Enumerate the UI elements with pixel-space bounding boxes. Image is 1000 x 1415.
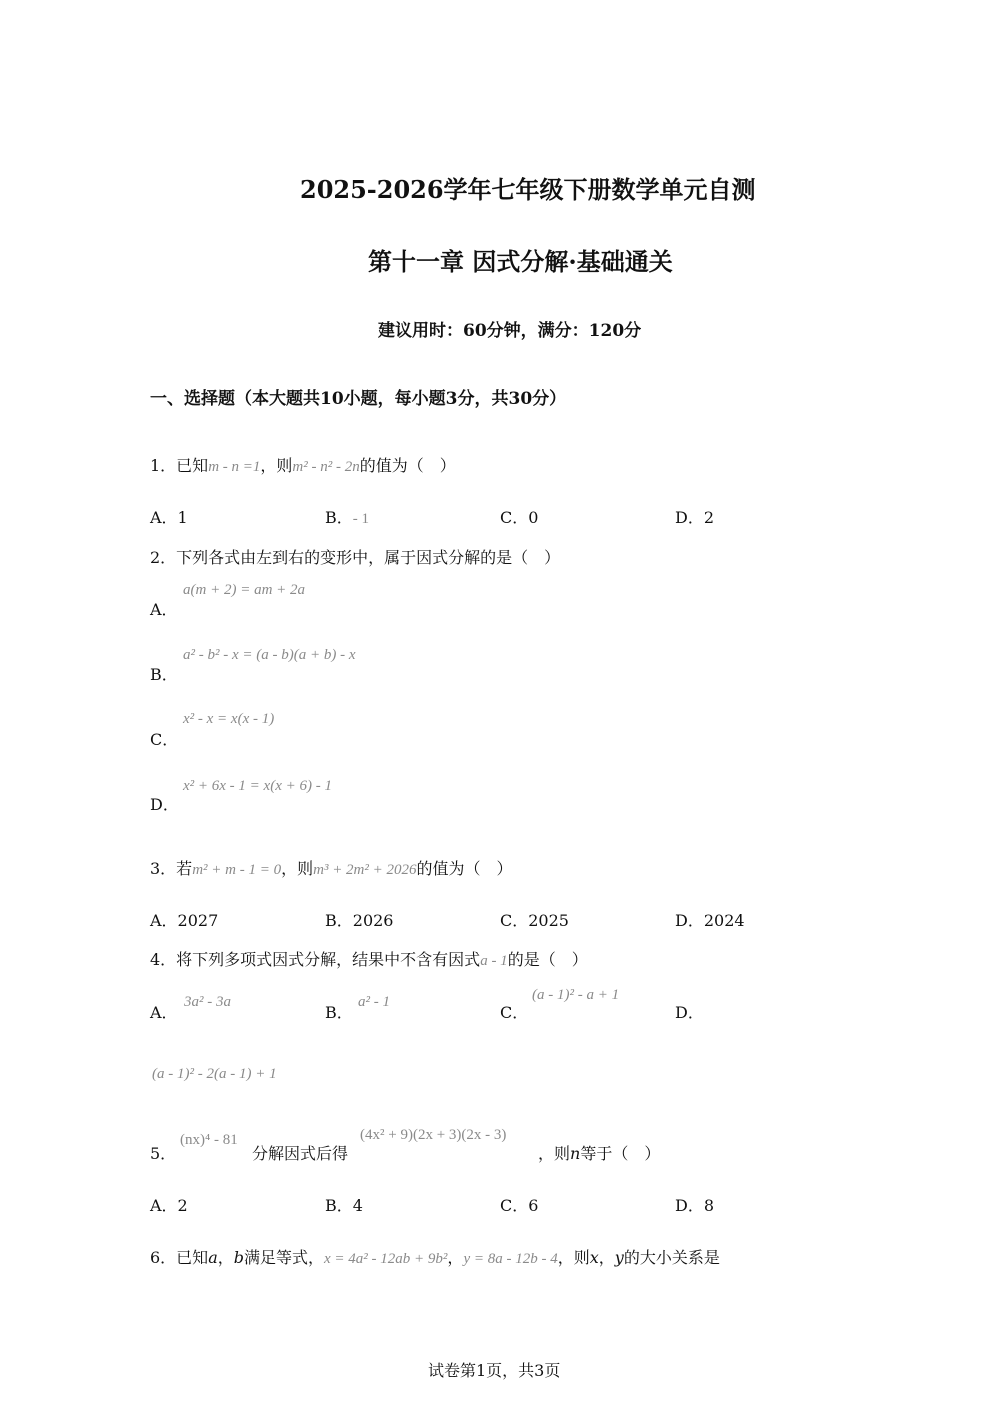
q6-var-y: y [614, 1248, 624, 1267]
q2-option-b-label: B． [150, 665, 178, 684]
q5-var-n: n [570, 1144, 581, 1163]
q5-option-c: C．6 [500, 1196, 539, 1215]
q1-option-d: D．2 [675, 508, 715, 527]
q2-option-b-expr: a² - b² - x = (a - b)(a + b) - x [183, 647, 356, 663]
question-3 [150, 856, 513, 879]
q1-option-a: A．1 [150, 508, 188, 527]
q6-var-b: b [233, 1248, 244, 1267]
q5-mid: 分解因式后得 [252, 1144, 349, 1163]
q1-prefix: 1．已知 [150, 456, 209, 475]
q2-option-c-label: C． [150, 730, 179, 749]
q5-expr-result: (4x² + 9)(2x + 3)(2x - 3) [360, 1127, 507, 1143]
q5-expr-poly: (nx)⁴ - 81 [180, 1132, 238, 1148]
section-heading-choice: 一、选择题（本大题共10小题，每小题3分，共30分） [150, 389, 567, 409]
q1-option-b [325, 505, 369, 528]
q1-mid: ，则 [260, 456, 293, 475]
q2-option-d-expr: x² + 6x - 1 = x(x + 6) - 1 [183, 778, 332, 794]
q5-option-a: A．2 [150, 1196, 188, 1215]
page-footer: 试卷第1页，共3页 [428, 1361, 561, 1380]
q2-option-d-label: D． [150, 795, 179, 814]
q2-option-c-expr: x² - x = x(x - 1) [183, 711, 275, 727]
q3-mid: ，则 [281, 859, 314, 878]
q6-sep3: ， [598, 1248, 615, 1267]
q6-suffix: 的大小关系是 [623, 1248, 720, 1267]
q3-expr-target: m³ + 2m² + 2026 [313, 862, 417, 878]
q4-option-a-label: A． [150, 1003, 178, 1022]
q5-option-b: B．4 [325, 1196, 363, 1215]
q5-suffix: 等于（ ） [580, 1144, 661, 1163]
q5-tail [538, 1141, 660, 1164]
q6-sep1: ， [217, 1248, 234, 1267]
question-2: 2．下列各式由左到右的变形中，属于因式分解的是（ ） [150, 548, 561, 567]
q3-expr-condition: m² + m - 1 = 0 [192, 862, 282, 878]
q6-expr-y: y = 8a - 12b - 4 [463, 1251, 558, 1267]
q1-expr-target: m² - n² - 2n [292, 459, 360, 475]
q1-option-b-expr: - 1 [352, 511, 370, 527]
q2-option-a-label: A． [150, 600, 178, 619]
question-1 [150, 453, 456, 476]
question-4 [150, 947, 588, 970]
q5-mid2: ，则 [538, 1144, 571, 1163]
q6-var-x: x [589, 1248, 599, 1267]
q5-option-d: D．8 [675, 1196, 715, 1215]
q3-option-b: B．2026 [325, 911, 394, 930]
question-6 [150, 1245, 720, 1268]
q3-option-d: D．2024 [675, 911, 745, 930]
q4-suffix: 的是（ ） [507, 950, 588, 969]
q1-option-c: C．0 [500, 508, 539, 527]
q3-option-a: A．2027 [150, 911, 219, 930]
q4-expr-factor: a - 1 [480, 953, 508, 969]
q5-prefix: 5． [150, 1144, 177, 1163]
q4-option-c-label: C． [500, 1003, 529, 1022]
q1-expr-condition: m - n =1 [208, 459, 261, 475]
q3-suffix: 的值为（ ） [416, 859, 513, 878]
time-and-score: 建议用时：60分钟，满分：120分 [378, 321, 642, 341]
q4-option-b-label: B． [325, 1003, 353, 1022]
q3-option-c: C．2025 [500, 911, 569, 930]
q6-var-a: a [208, 1248, 218, 1267]
q6-prefix: 6．已知 [150, 1248, 209, 1267]
q4-prefix: 4．将下列多项式因式分解，结果中不含有因式 [150, 950, 481, 969]
q4-option-d-expr: (a - 1)² - 2(a - 1) + 1 [152, 1066, 277, 1082]
q6-mid2: ，则 [557, 1248, 590, 1267]
q6-mid: 满足等式， [244, 1248, 325, 1267]
q6-sep2: ， [447, 1248, 464, 1267]
q2-option-a-expr: a(m + 2) = am + 2a [183, 582, 306, 598]
chapter-subtitle: 第十一章 因式分解·基础通关 [368, 247, 673, 276]
q4-option-a-expr: 3a² - 3a [184, 994, 231, 1010]
page-title: 2025-2026学年七年级下册数学单元自测 [300, 175, 756, 204]
q6-expr-x: x = 4a² - 12ab + 9b² [324, 1251, 448, 1267]
q4-option-c-expr: (a - 1)² - a + 1 [532, 987, 620, 1003]
q1-suffix: 的值为（ ） [359, 456, 456, 475]
q4-option-b-expr: a² - 1 [358, 994, 390, 1010]
q1-option-b-label: B． [325, 508, 353, 527]
q3-prefix: 3．若 [150, 859, 193, 878]
q4-option-d-label: D． [675, 1003, 704, 1022]
